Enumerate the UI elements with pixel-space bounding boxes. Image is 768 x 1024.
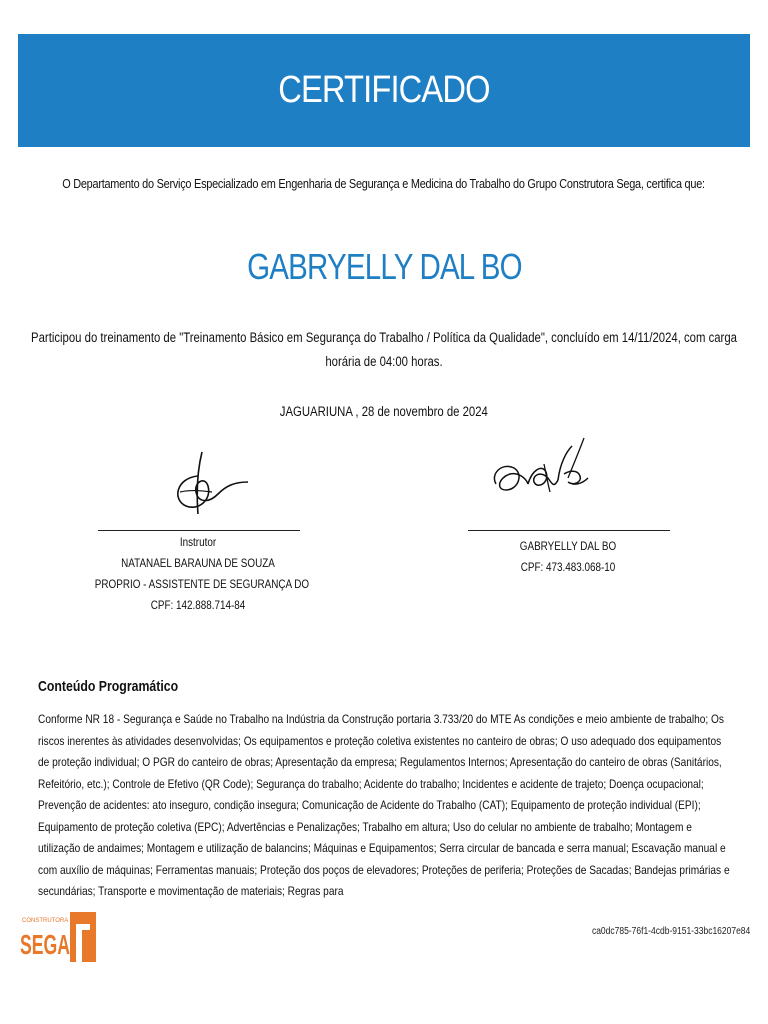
instructor-cpf: CPF: 142.888.714-84 <box>150 600 246 612</box>
certificate-title: CERTIFICADO <box>278 69 490 111</box>
sega-logo <box>20 910 98 964</box>
instructor-block <box>78 533 318 617</box>
program-title: Conteúdo Programático <box>38 678 179 695</box>
instructor-signature-line <box>98 530 300 531</box>
participant-name: GABRYELLY DAL BO <box>519 541 617 553</box>
participant-cpf: CPF: 473.483.068-10 <box>520 562 616 574</box>
document-hash: ca0dc785-76f1-4cdb-9151-33bc16207e84 <box>591 926 750 937</box>
participant-signature <box>488 434 592 498</box>
instructor-signature <box>168 448 254 518</box>
instructor-role: Instrutor <box>179 537 217 549</box>
participant-block <box>448 537 688 579</box>
place-date: JAGUARIUNA , 28 de novembro de 2024 <box>279 404 489 419</box>
participation-text: Participou do treinamento de "Treinamento Básico em Segurança do Trabalho / Política da Qualidade", concluído em 14/11/2024, com carga horária de 04:00 horas. <box>31 330 737 369</box>
header-banner <box>18 34 750 147</box>
recipient-name: GABRYELLY DAL BO <box>246 246 522 287</box>
program-content: Conforme NR 18 - Segurança e Saúde no Trabalho na Indústria da Construção portaria 3.733/20 do MTE As condições e meio ambiente de trabalho; Os riscos inerentes às atividades desenvolvidas; Os equipamentos e proteção coletiva existentes no canteiro de obras; O uso adequado dos equipamentos de proteção individual; O PGR do canteiro de obras; Apresentação da empresa; Regulamentos Internos; Apresentação do canteiro de obras (Sanitários, Refeitório, etc.); Controle de Efetivo (QR Code); Segurança do trabalho; Acidente do trabalho; Incidentes e acidente de trajeto; Doença ocupacional; Prevenção de acidentes: ato inseguro, condição insegura; Comunicação de Acidente do Trabalho (CAT); Equipamento de proteção individual (EPI); Equipamento de proteção coletiva (EPC); Advertências e Penalizações; Trabalho em altura; Uso do celular no ambiente de trabalho; Montagem e utilização de andaimes; Montagem e utilização de balancins; Máquinas e Equipamentos; Serra circular de bancada e serra manual; Escavação manual e com auxílio de máquinas; Ferramentas manuais; Proteção dos poços de elevadores; Proteções de periferia; Proteções de Sacadas; Bandejas primárias e secundárias; Transporte e movimentação de materiais; Regras para <box>38 712 730 898</box>
participant-signature-line <box>468 530 670 531</box>
logo-brand-text: SEGA <box>20 929 70 960</box>
instructor-name: NATANAEL BARAUNA DE SOUZA <box>121 558 275 570</box>
intro-text: O Departamento do Serviço Especializado em Engenharia de Segurança e Medicina do Trabalho do Grupo Construtora Sega, certifica que: <box>62 176 706 191</box>
instructor-title: PROPRIO - ASSISTENTE DE SEGURANÇA DO <box>94 579 310 591</box>
logo-small-text: CONSTRUTORA <box>22 918 69 924</box>
